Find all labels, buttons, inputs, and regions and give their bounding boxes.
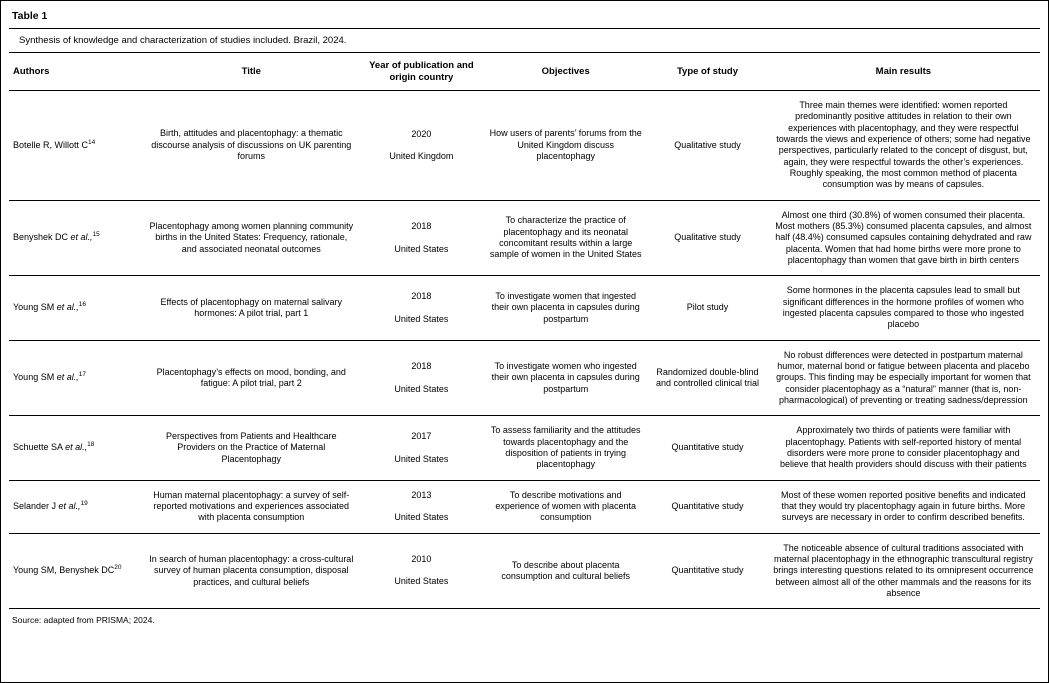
country-value: United States — [394, 576, 449, 587]
reference-superscript: 20 — [114, 564, 122, 572]
reference-superscript: 15 — [92, 231, 100, 239]
cell-type-of-study: Qualitative study — [674, 139, 741, 150]
cell-type-of-study: Pilot study — [686, 302, 729, 313]
table-row — [9, 416, 1040, 480]
cell-objectives: To assess familiarity and the attitudes towards placentophagy and the disposition of patients in trying placentophagy — [490, 425, 641, 470]
et-al-label: et al., — [70, 232, 93, 243]
table-row — [9, 533, 1040, 609]
cell-year-country — [360, 200, 484, 276]
country-value: United States — [394, 383, 449, 394]
cell-authors: Schuette SA et al.,$^{18}$ — [13, 441, 95, 453]
cell-year-country — [360, 416, 484, 480]
column-header-authors: Authors — [13, 65, 50, 77]
header-row — [9, 53, 1040, 91]
cell-year-country — [360, 480, 484, 533]
cell-main-results: No robust differences were detected in postpartum maternal humor, maternal bond or fatigue between placenta and placebo groups. This finding may be especially important for women that consider placentophagy as a “natural” manner (that is, non-pharmacological) of preventing or treating sadness/depression — [776, 349, 1031, 406]
cell-type-of-study: Randomized double-blind and controlled clinical trial — [655, 366, 759, 389]
table-label: Table 1 — [9, 7, 1040, 29]
column-header-type-of-study: Type of study — [676, 65, 738, 77]
cell-objectives: To investigate women that ingested their own placenta in capsules during postpartum — [491, 291, 640, 324]
year-value: 2018 — [411, 221, 432, 232]
year-value: 2018 — [411, 361, 432, 372]
cell-year-country — [360, 533, 484, 609]
reference-superscript: 17 — [78, 371, 86, 379]
column-header-main-results: Main results — [875, 65, 932, 77]
cell-main-results: Most of these women reported positive benefits and indicated that they would try placentophagy again in future births. More surveys are necessary in order to confirm described benefits. — [781, 489, 1026, 523]
column-header-title: Title — [241, 65, 261, 77]
reference-superscript: 18 — [87, 441, 95, 449]
year-value: 2018 — [411, 291, 432, 302]
reference-superscript: 16 — [78, 301, 86, 309]
year-value: 2013 — [411, 489, 432, 500]
table-row — [9, 276, 1040, 340]
cell-main-results: Almost one third (30.8%) of women consumed their placenta. Most mothers (85.3%) consumed placenta capsules, and almost half (48.4%) consumed capsules containing dehydrated and raw placenta. Women that had home births were more prone to placentophagy than women that gave birth in birth centers — [775, 209, 1032, 266]
reference-superscript: 19 — [80, 500, 88, 508]
cell-objectives: How users of parents’ forums from the United Kingdom discuss placentophagy — [489, 128, 642, 162]
cell-title: Effects of placentophagy on maternal salivary hormones: A pilot trial, part 1 — [160, 296, 342, 319]
country-value: United States — [394, 453, 449, 464]
cell-main-results: The noticeable absence of cultural traditions associated with maternal placentophagy in the ethnographic transcultural registry brings interesting questions related to its omnipresent occurrence between almost all of the other mammals and the reasons for its absence — [773, 542, 1034, 598]
et-al-label: et al., — [56, 372, 79, 383]
country-value: United States — [394, 313, 449, 324]
cell-year-country — [360, 276, 484, 340]
cell-main-results: Some hormones in the placenta capsules lead to small but significant differences in the hormone profiles of women who ingested placenta capsules compared to those who ingested placebo — [782, 285, 1024, 330]
cell-authors: Benyshek DC et al.,$^{15}$ — [13, 231, 100, 243]
cell-objectives: To investigate women who ingested their own placenta in capsules during postpartum — [491, 361, 640, 394]
cell-objectives: To describe about placenta consumption and cultural beliefs — [501, 559, 630, 581]
country-value: United States — [394, 243, 449, 254]
table-header — [9, 53, 1040, 91]
cell-title: Human maternal placentophagy: a survey of self-reported motivations and experiences associated with placenta consumption — [153, 489, 350, 523]
cell-authors: Botelle R, Willott $C^{14}$ — [13, 138, 96, 150]
table-row — [9, 200, 1040, 276]
cell-type-of-study: Quantitative study — [671, 501, 744, 512]
cell-objectives: To characterize the practice of placentophagy and its neonatal concomitant results within a large sample of women in the United States — [489, 215, 642, 260]
year-value: 2010 — [411, 554, 432, 565]
et-al-label: et al., — [65, 442, 88, 453]
source-note: Source: adapted from PRISMA; 2024. — [12, 615, 155, 626]
cell-main-results: Approximately two thirds of patients were familiar with placentophagy. Patients with self-reported history of mental disorders were more prone to consider placentophagy and believe that health providers should discuss with their patients — [780, 425, 1027, 470]
column-header-year-country: Year of publication and origin country — [369, 60, 474, 83]
cell-authors: Selander J et al.,$^{19}$ — [13, 500, 88, 512]
table-row — [9, 340, 1040, 416]
cell-year-country — [360, 91, 484, 201]
country-value: United States — [394, 512, 449, 523]
cell-authors: Young SM et al.,$^{17}$ — [13, 371, 86, 383]
cell-authors: Young SM, Benyshek DC$^{20}$ — [13, 564, 122, 576]
cell-type-of-study: Quantitative study — [671, 565, 744, 576]
cell-main-results: Three main themes were identified: women reported predominantly positive attitudes in relation to their own experiences with placentophagy, and they were respectful towards the views and experience of others; some had negative perspectives, particularly related to the concept of disgust, but, again, they were respectful towards the other’s experiences. Roughly speaking, the most common method of placenta consumption was by means of capsules. — [776, 100, 1031, 190]
studies-table — [9, 53, 1040, 609]
et-al-label: et al., — [56, 302, 79, 313]
cell-title: Placentophagy’s effects on mood, bonding, and fatigue: A pilot trial, part 2 — [156, 366, 346, 389]
cell-objectives: To describe motivations and experience of women with placenta consumption — [495, 489, 636, 523]
cell-title: Birth, attitudes and placentophagy: a thematic discourse analysis of discussions on UK parenting forums — [151, 128, 352, 162]
cell-title: In search of human placentophagy: a cross-cultural survey of human placenta consumption, disposal practices, and cultural beliefs — [149, 554, 354, 587]
cell-year-country — [360, 340, 484, 416]
table-row — [9, 480, 1040, 533]
table-body — [9, 91, 1040, 609]
cell-type-of-study: Quantitative study — [671, 442, 744, 453]
cell-title: Placentophagy among women planning community births in the United States: Frequency, rationale, and associated neonatal outcomes — [149, 221, 354, 254]
country-value: United Kingdom — [389, 150, 454, 161]
et-al-label: et al., — [58, 501, 81, 512]
table-caption: Synthesis of knowledge and characterization of studies included. Brazil, 2024. — [9, 29, 1040, 53]
reference-superscript: 14 — [88, 138, 96, 146]
cell-title: Perspectives from Patients and Healthcare Providers on the Practice of Maternal Placentophagy — [165, 431, 337, 464]
table-row — [9, 91, 1040, 201]
year-value: 2020 — [411, 128, 432, 139]
year-value: 2017 — [411, 431, 432, 442]
cell-authors: Young SM et al.,$^{16}$ — [13, 301, 86, 313]
cell-type-of-study: Qualitative study — [674, 232, 741, 243]
column-header-objectives: Objectives — [541, 65, 590, 77]
